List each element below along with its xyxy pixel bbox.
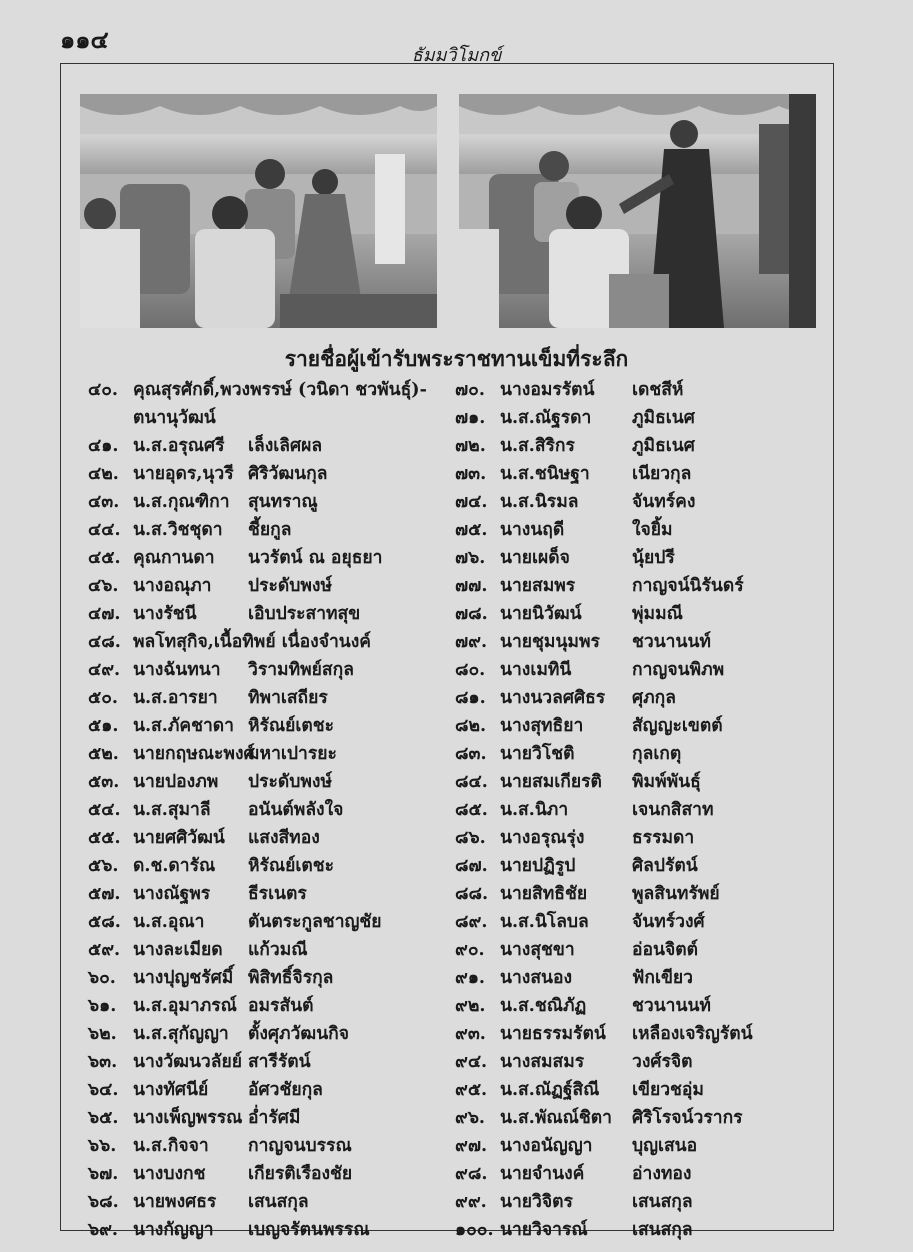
entry-last-name: ประดับพงษ์ [248,576,332,596]
entry-first-name: นางฉันทนา [133,660,221,680]
entry-last-name: ประดับพงษ์ [248,772,332,792]
list-item [455,796,714,824]
entry-number: ๔๖. [88,576,119,596]
list-item [455,824,695,852]
entry-number: ๕๘. [88,912,121,932]
list-item [455,376,684,404]
entry-last-name: อมรสันต์ [248,996,314,1016]
list-item [88,1048,427,1076]
entry-first-name: น.ส.นิโลบล [500,912,589,932]
entry-first-name: นางทัศนีย์ [133,1080,209,1100]
list-item [455,768,701,796]
list-title: รายชื่อผู้เข้ารับพระราชทานเข็มที่ระลึก [284,346,629,371]
entry-last-name: แก้วมณี [248,940,308,960]
list-item [88,964,427,992]
entry-last-name: จันทร์วงศ์ [632,912,705,932]
entry-last-name: แสงสีทอง [248,828,320,848]
entry-number: ๘๙. [455,912,488,932]
entry-last-name: พุ่มมณี [632,604,683,624]
entry-last-name: วิรามทิพย์สกุล [248,660,354,680]
page-number: ๑๑๔ [60,25,109,54]
entry-last-name: ทิพาเสถียร [248,688,328,708]
entry-last-name: เอิบประสาทสุข [248,604,361,624]
entry-first-name: นางรัชนี [133,604,197,624]
list-item [88,544,427,572]
entry-number: ๔๗. [88,604,121,624]
entry-last-name: บุญเสนอ [632,1136,698,1156]
entry-first-name: คุณสุรศักดิ์,พวงพรรษ์ (วนิดา ชวพันธุ์)- [133,380,427,400]
entry-number: ๗๕. [455,520,488,540]
entry-continuation: ตนานุวัฒน์ [133,408,216,428]
entry-first-name: คุณกานดา [133,548,215,568]
entry-number: ๕๕. [88,828,121,848]
entry-number: ๙๕. [455,1080,488,1100]
list-item [88,572,427,600]
entry-number: ๖๕. [88,1108,119,1128]
entry-number: ๗๔. [455,492,488,512]
entry-number: ๗๘. [455,604,488,624]
entry-number: ๑๐๐. [455,1220,494,1240]
entry-number: ๖๐. [88,968,116,988]
list-item [455,992,711,1020]
entry-last-name: กาญจนพิภพ [632,660,725,680]
entry-number: ๕๑. [88,716,119,736]
entry-first-name: น.ส.พัณณ์ชิตา [500,1108,612,1128]
list-item [455,572,744,600]
ceremony-photo-right [459,94,816,328]
entry-number: ๘๐. [455,660,486,680]
entry-number: ๕๖. [88,856,119,876]
entry-first-name: นางอณุภา [133,576,212,596]
entry-first-name: นายเผด็จ [500,548,570,568]
list-item [455,1020,753,1048]
list-item [455,964,694,992]
entry-first-name: นายกฤษณะพงศ์ [133,744,255,764]
list-item [455,544,675,572]
entry-first-name: นางบงกช [133,1164,206,1184]
entry-last-name: อัศวชัยกุล [248,1080,323,1100]
entry-number: ๖๔. [88,1080,119,1100]
entry-first-name: น.ส.อุมาภรณ์ [133,996,237,1016]
entry-first-name: นางสุทธิยา [500,716,584,736]
list-item [88,684,427,712]
entry-number: ๘๒. [455,716,487,736]
name-list-right [455,376,753,1244]
list-item [88,768,427,796]
list-item [455,908,705,936]
entry-first-name: นางเพ็ญพรรณ [133,1108,243,1128]
entry-last-name: วงศ์รจิต [632,1052,693,1072]
entry-number: ๙๒. [455,996,486,1016]
entry-first-name: ด.ช.ดารัณ [133,856,216,876]
entry-last-name: ชวนานนท์ [632,996,711,1016]
list-item [455,1076,704,1104]
list-item [88,488,427,516]
list-item [88,516,427,544]
entry-last-name: ศิลปรัตน์ [632,856,698,876]
list-item [88,796,427,824]
entry-number: ๙๐. [455,940,485,960]
entry-number: ๕๓. [88,772,120,792]
list-item [455,852,698,880]
entry-first-name: น.ส.อารยา [133,688,218,708]
list-item [88,1132,427,1160]
entry-first-name: นายศศิวัฒน์ [133,828,225,848]
entry-last-name: กาญจน์นิรันดร์ [632,576,744,596]
entry-first-name: นายปฏิรูป [500,856,576,876]
entry-number: ๙๔. [455,1052,488,1072]
entry-last-name: สัญญะเขตต์ [632,716,723,736]
list-item [88,740,427,768]
list-item [88,1020,427,1048]
entry-first-name: นางนวลศศิธร [500,688,606,708]
entry-number: ๘๕. [455,800,488,820]
entry-number: ๕๐. [88,688,119,708]
entry-last-name: กุลเกตุ [632,744,682,764]
entry-last-name: ธีรเนตร [248,884,307,904]
entry-number: ๘๓. [455,744,487,764]
entry-last-name: พิมพ์พันธุ์ [632,772,701,792]
entry-first-name: นางสุชขา [500,940,575,960]
entry-first-name: นางวัฒนวลัยย์ [133,1052,242,1072]
entry-last-name: พิสิทธิ์จิรกุล [248,968,334,988]
entry-last-name: อนันต์พลังใจ [248,800,344,820]
entry-first-name: นายสมพร [500,576,576,596]
entry-number: ๙๘. [455,1164,488,1184]
entry-number: ๔๘. [88,632,121,652]
entry-first-name: นายวิจิตร [500,1192,573,1212]
entry-number: ๕๙. [88,940,121,960]
entry-last-name: นุ้ยปรี [632,548,675,568]
entry-last-name: อ่างทอง [632,1164,692,1184]
entry-first-name: นายวิโชติ [500,744,575,764]
entry-first-name: น.ส.วิชชุดา [133,520,223,540]
list-item [88,656,427,684]
entry-last-name: เสนสกุล [632,1220,693,1240]
entry-number: ๙๙. [455,1192,487,1212]
entry-first-name: น.ส.กิจจา [133,1136,209,1156]
list-item [455,684,676,712]
entry-number: ๖๙. [88,1220,119,1240]
entry-last-name: พูลสินทรัพย์ [632,884,720,904]
name-list-left [88,376,427,1244]
entry-number: ๖๘. [88,1192,119,1212]
entry-first-name: นางกัญญา [133,1220,214,1240]
entry-number: ๔๙. [88,660,121,680]
entry-last-name: สารีรัตน์ [248,1052,311,1072]
list-item [455,432,695,460]
entry-number: ๗๙. [455,632,488,652]
entry-number: ๙๓. [455,1024,486,1044]
entry-first-name: นางสนอง [500,968,573,988]
entry-number: ๙๗. [455,1136,488,1156]
list-item [88,600,427,628]
list-item [88,880,427,908]
entry-last-name: ชวนานนท์ [632,632,711,652]
list-item [455,1132,698,1160]
list-item [455,628,711,656]
entry-first-name: น.ส.อุณา [133,912,205,932]
ceremony-photo-left [80,94,437,328]
entry-first-name: น.ส.ชณิภัฏ [500,996,587,1016]
entry-last-name: ภูมิธเนศ [632,436,695,456]
entry-number: ๖๖. [88,1136,117,1156]
entry-number: ๗๐. [455,380,485,400]
entry-last-name: อ่ำรัศมี [248,1108,301,1128]
entry-number: ๔๑. [88,436,119,456]
entry-last-name: เจนกสิสาท [632,800,714,820]
list-item [88,936,427,964]
entry-first-name: น.ส.นิภา [500,800,569,820]
entry-number: ๗๖. [455,548,486,568]
list-item [88,432,427,460]
list-item [88,824,427,852]
list-item [88,376,427,432]
entry-first-name: น.ส.สุมาลี [133,800,211,820]
entry-last-name: ตันตระกูลชาญชัย [248,912,382,932]
entry-last-name: มหาเปารยะ [248,744,337,764]
entry-first-name: นางอมรรัตน์ [500,380,595,400]
entry-number: ๔๔. [88,520,121,540]
entry-last-name: เหลืองเจริญรัตน์ [632,1024,753,1044]
entry-last-name: เนียวกุล [632,464,692,484]
entry-last-name: ศิริโรจน์วรากร [632,1108,743,1128]
entry-first-name: นายธรรมรัตน์ [500,1024,606,1044]
entry-first-name: นางปุญชรัศมิ์ [133,968,234,988]
entry-first-name: นายสมเกียรติ [500,772,602,792]
list-item [455,656,725,684]
entry-number: ๕๗. [88,884,121,904]
entry-first-name: นางนฤดี [500,520,565,540]
list-item [455,1048,693,1076]
entry-first-name: นายจำนงค์ [500,1164,585,1184]
list-item [88,1104,427,1132]
list-item [88,1076,427,1104]
entry-number: ๕๔. [88,800,121,820]
entry-number: ๔๐. [88,380,119,400]
entry-last-name: ภูมิธเนศ [632,408,695,428]
entry-last-name: เกียรติเรืองชัย [248,1164,353,1184]
entry-last-name: กาญจนบรรณ [248,1136,352,1156]
entry-first-name: น.ส.ภัคชาดา [133,716,234,736]
entry-last-name: อ่อนจิตต์ [632,940,698,960]
entry-number: ๖๒. [88,1024,117,1044]
entry-last-name: นวรัตน์ ณ อยุธยา [248,548,383,568]
list-item [455,712,723,740]
list-item [88,1188,427,1216]
entry-number: ๙๑. [455,968,486,988]
entry-number: ๔๒. [88,464,119,484]
entry-first-name: นางอรุณรุ่ง [500,828,585,848]
list-item [455,516,673,544]
list-item [455,460,692,488]
entry-last-name: ใจยิ้ม [632,520,673,540]
entry-last-name: ฟักเขียว [632,968,694,988]
entry-first-name: นางเมทินี [500,660,572,680]
entry-last-name: ศุภกุล [632,688,676,708]
entry-number: ๘๑. [455,688,486,708]
entry-number: ๔๓. [88,492,120,512]
entry-last-name: เสนสกุล [632,1192,693,1212]
list-item [88,908,427,936]
entry-first-name: นายนิวัฒน์ [500,604,582,624]
list-item [455,404,695,432]
entry-last-name: ศิริวัฒนกุล [248,464,328,484]
entry-last-name: ธรรมดา [632,828,695,848]
entry-first-name: น.ส.สุกัญญา [133,1024,229,1044]
entry-number: ๖๑. [88,996,117,1016]
entry-last-name: เดชสีห์ [632,380,684,400]
entry-first-name: นางละเมียด [133,940,223,960]
list-item [88,460,427,488]
entry-first-name: นายวิจารณ์ [500,1220,588,1240]
entry-first-name: น.ส.ชนิษฐา [500,464,590,484]
entry-first-name: นายอุดร,นุวรี [133,464,234,484]
entry-last-name: หิรัณย์เตชะ [248,856,335,876]
entry-number: ๗๓. [455,464,487,484]
entry-first-name: น.ส.สิริกร [500,436,575,456]
list-item [88,852,427,880]
entry-last-name: หิรัณย์เตชะ [248,716,335,736]
entry-last-name: เขียวชอุ่ม [632,1080,704,1100]
list-item [455,488,696,516]
entry-first-name: นายสิทธิชัย [500,884,588,904]
entry-first-name: นายชุมนุมพร [500,632,600,652]
entry-number: ๘๘. [455,884,489,904]
list-item [455,1216,693,1244]
list-item [455,1104,743,1132]
running-header: ธัมมวิโมกข์ [411,45,502,66]
entry-number: ๘๖. [455,828,486,848]
entry-first-name: นางณัฐพร [133,884,211,904]
entry-first-name: น.ส.กุณฑิกา [133,492,230,512]
list-item [88,712,427,740]
entry-last-name: เสนสกุล [248,1192,309,1212]
list-item [455,1188,693,1216]
entry-last-name: เล็งเลิศผล [248,436,323,456]
entry-number: ๖๓. [88,1052,118,1072]
entry-number: ๔๕. [88,548,121,568]
entry-first-name: นายปองภพ [133,772,219,792]
entry-number: ๘๔. [455,772,488,792]
list-item [455,600,683,628]
entry-number: ๗๑. [455,408,486,428]
entry-last-name: สุนทราณู [248,492,318,512]
list-item [88,1160,427,1188]
entry-last-name: เบญจรัตนพรรณ [248,1220,370,1240]
entry-number: ๗๒. [455,436,486,456]
entry-number: ๘๗. [455,856,488,876]
list-item [88,992,427,1020]
entry-first-name: น.ส.อรุณศรี [133,436,225,456]
entry-first-name: นางอนัญญา [500,1136,593,1156]
entry-number: ๙๖. [455,1108,486,1128]
entry-first-name: น.ส.ณัฏฐ์สิณี [500,1080,600,1100]
entry-number: ๗๗. [455,576,488,596]
entry-first-name: นางสมสมร [500,1052,585,1072]
entry-first-name: พลโทสุกิจ,เนื้อทิพย์ [133,632,276,652]
entry-last-name: จันทร์คง [632,492,696,512]
entry-first-name: น.ส.ณัฐรดา [500,408,592,428]
entry-number: ๖๗. [88,1164,119,1184]
entry-last-name: ชี้ยกูล [248,520,292,540]
list-item [455,880,720,908]
list-item [88,1216,427,1244]
entry-last-name: ตั้งศุภวัฒนกิจ [248,1024,350,1044]
entry-first-name: น.ส.นิรมล [500,492,579,512]
list-item [455,936,698,964]
entry-number: ๕๒. [88,744,119,764]
list-item [88,628,427,656]
list-item [455,1160,692,1188]
list-item [455,740,682,768]
entry-last-name: เนื่องจำนงค์ [281,632,371,652]
entry-first-name: นายพงศธร [133,1192,217,1212]
